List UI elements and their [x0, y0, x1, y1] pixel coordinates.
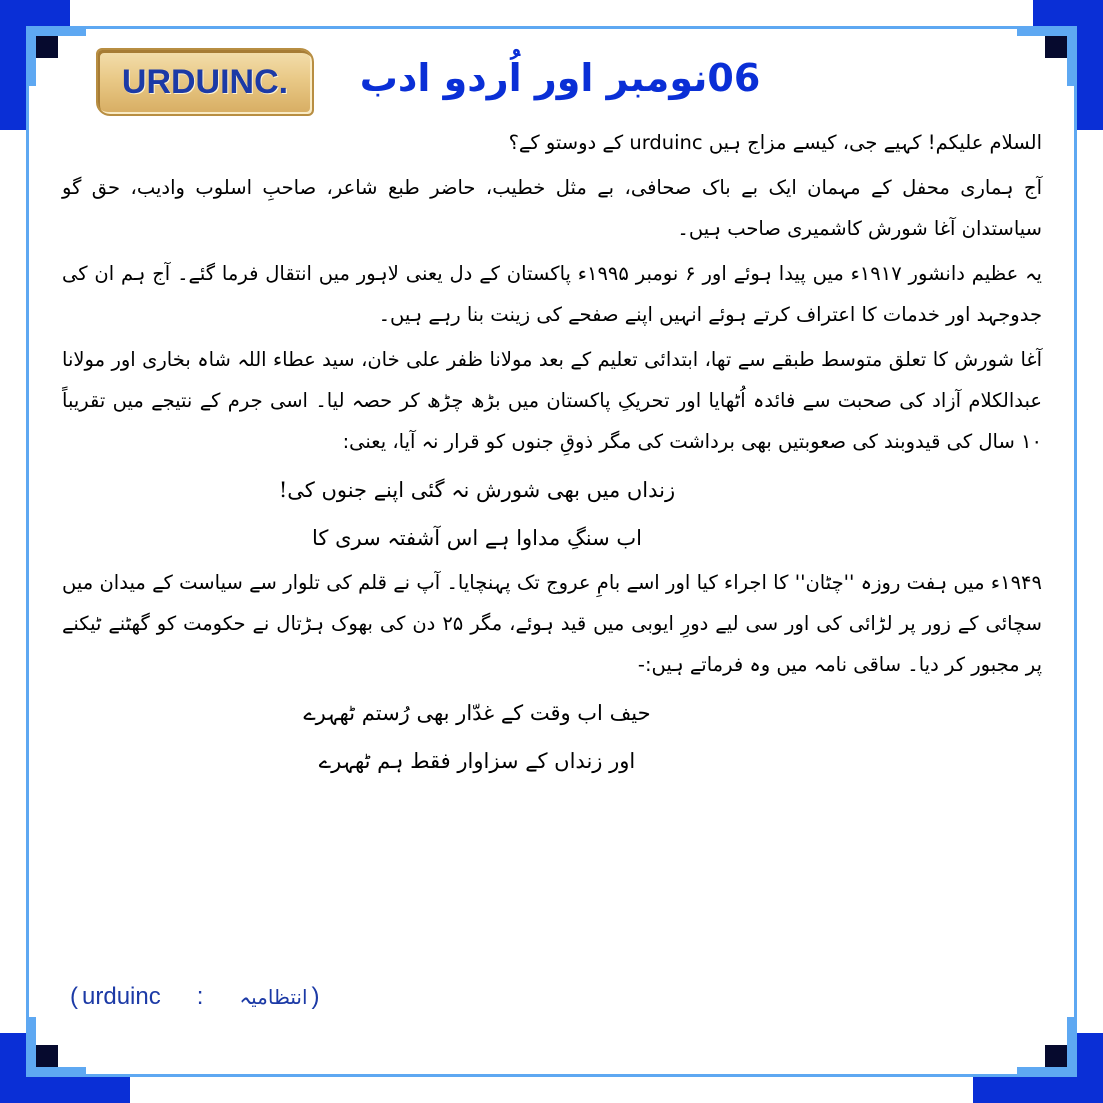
paragraph-bio: یہ عظیم دانشور ۱۹۱۷ء میں پیدا ہوئے اور ۶ نومبر ۱۹۹۵ء پاکستان کے دل یعنی لاہور میں انتقال فرما گئے۔ آج ہم ان کی جدوجہد اور خدمات کا اعتراف کرتے ہوئے انہیں اپنے صفحے کی زینت بنا رہے ہیں۔: [62, 262, 1042, 326]
paragraph-intro: آج ہماری محفل کے مہمان ایک بے باک صحافی، بے مثل خطیب، حاضر طبع شاعر، صاحبِ اسلوب وادیب، حق گو سیاستدان آغا شورش کاشمیری صاحب ہیں۔: [62, 176, 1042, 240]
poem-line: زنداں میں بھی شورش نہ گئی اپنے جنوں کی!: [278, 478, 676, 502]
poem-line: اور زنداں کے سزاوار فقط ہم ٹھہرے: [318, 749, 636, 773]
signature-label: انتظامیہ: [239, 985, 308, 1009]
poem-line: حیف اب وقت کے غدّار بھی رُستم ٹھہرے: [303, 701, 651, 725]
signature-close-paren: ): [311, 983, 320, 1010]
article-body: [62, 122, 1042, 785]
paragraph-chattan: ۱۹۴۹ء میں ہفت روزہ ''چٹان'' کا اجراء کیا اور اسے بامِ عروج تک پہنچایا۔ آپ نے قلم کی تلوار سے سیاست کے میدان میں سچائی کے زور پر لڑائی کی اور سی لیے دورِ ایوبی میں قید ہوئے، مگر ۲۵ دن کی بھوک ہڑتال نے حکومت کو گھٹنے ٹیکنے پر مجبور کر دیا۔ ساقی نامہ میں وہ فرماتے ہیں:-: [62, 571, 1043, 676]
title-banner: [360, 46, 760, 110]
signature: [66, 980, 324, 1014]
greeting: السلام علیکم! کہیے جی، کیسے مزاج ہیں urduinc کے دوستو کے؟: [508, 131, 1042, 154]
paragraph-life: آغا شورش کا تعلق متوسط طبقے سے تھا، ابتدائی تعلیم کے بعد مولانا ظفر علی خان، سید عطاء اللہ شاہ بخاری اور مولانا عبدالکلام آزاد کی صحبت سے فائدہ اُٹھایا اور تحریکِ پاکستان میں بڑھ چڑھ کر حصہ لیا۔ اسی جرم کے نتیجے میں تقریباً ۱۰ سال کی قیدوبند کی صعوبتیں بھی برداشت کی مگر ذوقِ جنوں کو قرار نہ آیا، یعنی:: [62, 348, 1042, 453]
poem-line: اب سنگِ مداوا ہے اس آشفتہ سری کا: [312, 526, 642, 550]
urduinc-logo: [96, 48, 314, 116]
signature-handle: urduinc: [82, 983, 161, 1010]
logo-text: URDUINC.: [121, 62, 289, 101]
page-title: 06نومبر اور اُردو ادب: [359, 56, 761, 100]
signature-open-paren: (: [70, 983, 78, 1010]
signature-separator: :: [196, 983, 204, 1010]
